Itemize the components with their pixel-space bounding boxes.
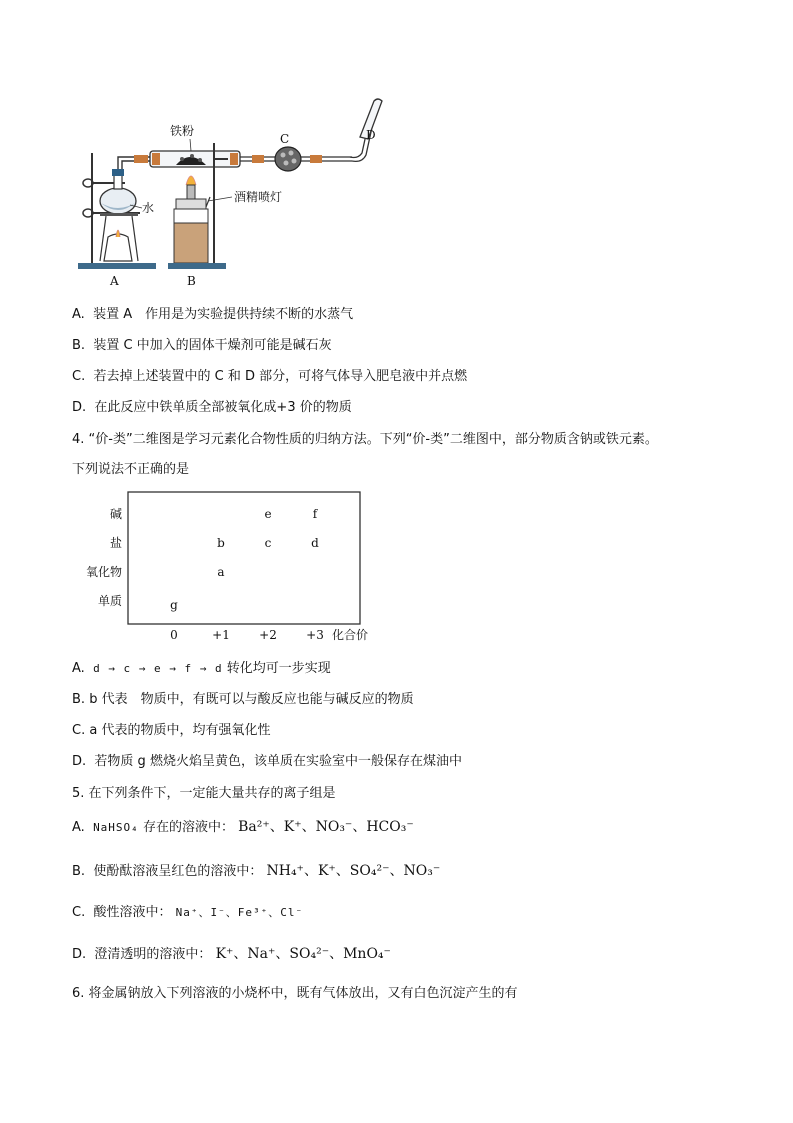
q4-option-b: B. b 代表 物质中，有既可以与酸反应也能与碱反应的物质	[72, 692, 414, 707]
q3-option-c: C. 若去掉上述装置中的 C 和 D 部分，可将气体导入肥皂液中并点燃	[72, 369, 468, 384]
x-tick-label: +3	[306, 628, 324, 642]
y-category-label: 单质	[97, 594, 122, 608]
chart-point-f: f	[312, 507, 318, 521]
label-d: D	[366, 128, 376, 142]
x-tick-label: +2	[259, 628, 277, 642]
stand-b-base	[168, 263, 226, 269]
label-water: 水	[142, 201, 155, 215]
label-lamp: 酒精喷灯	[234, 190, 283, 204]
alcohol-blowtorch-b	[174, 223, 208, 263]
drying-tube-c	[275, 147, 301, 171]
q5-option-c: C. 酸性溶液中： Na⁺、I⁻、Fe³⁺、Cl⁻	[72, 905, 304, 920]
y-category-label: 氧化物	[85, 565, 122, 579]
x-tick-label: +1	[212, 628, 230, 642]
y-category-label: 碱	[109, 507, 122, 521]
q3-option-d: D. 在此反应中铁单质全部被氧化成+3 价的物质	[72, 400, 352, 415]
q4-stem-line1: 4. “价-类”二维图是学习元素化合物性质的归纳方法。下列“价-类”二维图中，部分物质含钠或铁元素。	[72, 432, 658, 447]
q4-stem-line2: 下列说法不正确的是	[72, 462, 190, 477]
x-axis-label: 化合价	[332, 628, 369, 642]
q6-stem: 6. 将金属钠放入下列溶液的小烧杯中，既有气体放出，又有白色沉淀产生的有	[72, 986, 518, 1001]
x-tick-label: 0	[170, 628, 178, 642]
alcohol-lamp-a	[104, 234, 132, 261]
chart-point-a: a	[217, 565, 225, 579]
label-iron-powder: 铁粉	[170, 124, 195, 138]
label-a: A	[110, 274, 119, 288]
q5-option-b: B. 使酚酞溶液呈红色的溶液中： NH₄⁺、K⁺、SO₄²⁻、NO₃⁻	[72, 863, 441, 879]
experiment-apparatus-figure	[70, 95, 400, 290]
q3-option-a: A. 装置 A 作用是为实验提供持续不断的水蒸气	[72, 307, 354, 322]
y-category-label: 盐	[109, 536, 122, 550]
stand-a-base	[78, 263, 156, 269]
valence-class-chart	[70, 488, 410, 648]
chart-frame	[128, 492, 360, 624]
chart-point-b: b	[217, 536, 225, 550]
round-flask	[100, 188, 136, 214]
chart-point-g: g	[170, 598, 178, 612]
q3-option-b: B. 装置 C 中加入的固体干燥剂可能是碱石灰	[72, 338, 332, 353]
q5-stem: 5. 在下列条件下，一定能大量共存的离子组是	[72, 786, 336, 801]
chart-point-e: e	[264, 507, 272, 521]
q5-option-d: D. 澄清透明的溶液中： K⁺、Na⁺、SO₄²⁻、MnO₄⁻	[72, 946, 391, 962]
q4-option-d: D. 若物质 g 燃烧火焰呈黄色，该单质在实验室中一般保存在煤油中	[72, 754, 462, 769]
q4-option-a: A. d → c → e → f → d 转化均可一步实现	[72, 661, 331, 676]
chart-point-d: d	[311, 536, 319, 550]
label-c: C	[280, 132, 290, 146]
q4-option-c: C. a 代表的物质中，均有强氧化性	[72, 723, 271, 738]
chart-point-c: c	[264, 536, 272, 550]
q5-option-a: A. NaHSO₄ 存在的溶液中： Ba²⁺、K⁺、NO₃⁻、HCO₃⁻	[72, 819, 414, 835]
label-b: B	[187, 274, 196, 288]
